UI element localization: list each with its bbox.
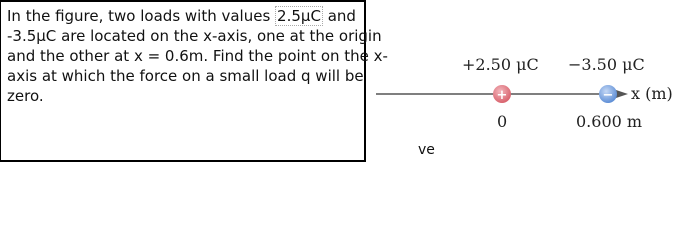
- answer-fragment-text: ve: [418, 142, 435, 158]
- charge-2-label: −3.50 μC: [568, 55, 645, 74]
- question-line-5: zero.: [7, 87, 44, 105]
- charges-figure: [366, 0, 696, 165]
- x-axis-label: x (m): [631, 84, 673, 103]
- position-origin-label: 0: [497, 112, 508, 131]
- question-line-1-end: and: [322, 7, 356, 25]
- positive-charge-sign: +: [496, 88, 508, 103]
- charge-value-1: 2.5μC: [277, 7, 321, 25]
- charge-1-label: +2.50 μC: [462, 55, 539, 74]
- negative-charge-sign: −: [602, 88, 614, 103]
- question-line-4: axis at which the force on a small load q will be: [7, 67, 364, 85]
- question-line-1-start: In the figure, two loads with values: [7, 7, 276, 25]
- question-line-3: and the other at x = 0.6m. Find the point on the x-: [7, 47, 388, 65]
- x-axis-arrow-icon: [616, 90, 628, 98]
- question-line-2-end: are located on the x-axis, one at the origin: [56, 27, 382, 45]
- question-text-box: [0, 0, 388, 162]
- position-second-label: 0.600 m: [576, 112, 643, 131]
- charge-value-2: -3.5μC: [7, 27, 57, 45]
- charges-diagram: [366, 0, 696, 165]
- question-line-2: [7, 26, 382, 46]
- question-line-1: [7, 6, 356, 26]
